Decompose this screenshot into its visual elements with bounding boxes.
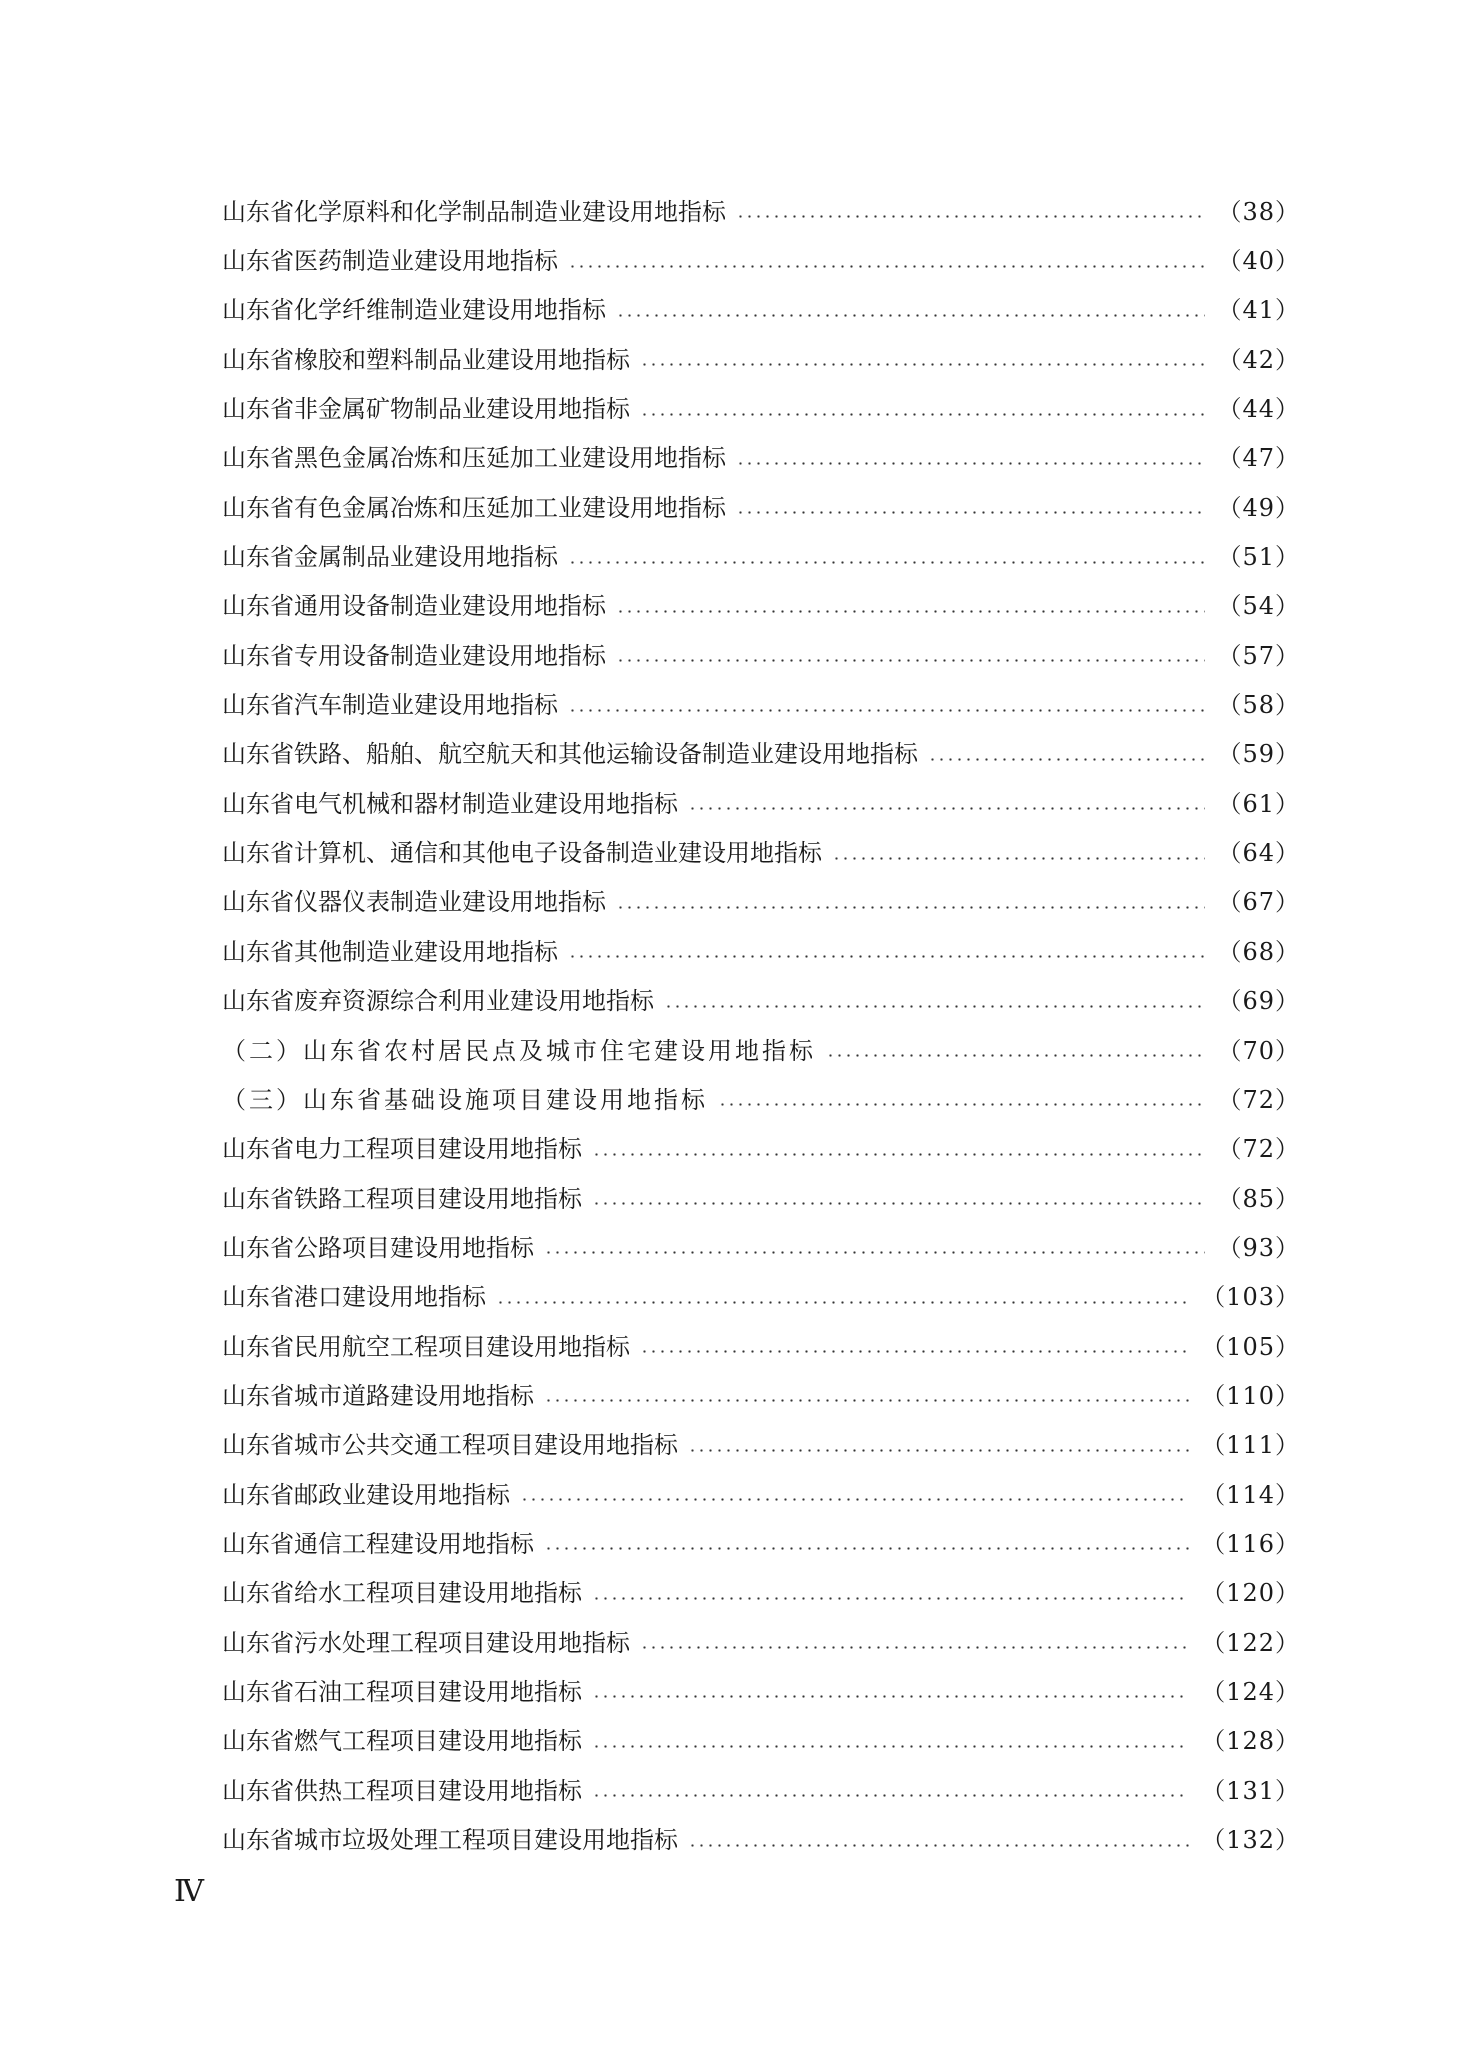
toc-entry-page: （44）: [1217, 395, 1300, 424]
toc-entry-page: （47）: [1217, 444, 1300, 473]
toc-entry[interactable]: [222, 582, 1300, 631]
toc-leader-dots: [616, 314, 1205, 317]
toc-entry-title: 山东省有色金属冶炼和压延加工业建设用地指标: [222, 493, 726, 522]
toc-leader-dots: [496, 1301, 1189, 1304]
toc-entry[interactable]: [222, 1174, 1300, 1223]
toc-leader-dots: [616, 906, 1205, 909]
toc-entry-page: （105）: [1201, 1332, 1300, 1361]
toc-leader-dots: [832, 857, 1205, 860]
toc-entry[interactable]: [222, 1618, 1300, 1667]
toc-entry-title: 山东省废弃资源综合利用业建设用地指标: [222, 987, 654, 1016]
toc-entry[interactable]: [222, 779, 1300, 828]
toc-entry-page: （131）: [1201, 1776, 1300, 1805]
toc-entry-page: （122）: [1201, 1628, 1300, 1657]
toc-entry-page: （128）: [1201, 1727, 1300, 1756]
toc-leader-dots: [640, 363, 1205, 366]
toc-entry[interactable]: [222, 1322, 1300, 1371]
toc-entry-page: （132）: [1201, 1826, 1300, 1855]
toc-entry[interactable]: [222, 532, 1300, 581]
toc-leader-dots: [928, 758, 1205, 761]
toc-entry-page: （38）: [1217, 197, 1300, 226]
toc-entry-title: 山东省供热工程项目建设用地指标: [222, 1776, 582, 1805]
toc-entry-title: 山东省公路项目建设用地指标: [222, 1233, 534, 1262]
toc-entry-page: （59）: [1217, 740, 1300, 769]
toc-entry-title: 山东省橡胶和塑料制品业建设用地指标: [222, 345, 630, 374]
toc-entry-title: 山东省电气机械和器材制造业建设用地指标: [222, 789, 678, 818]
toc-entry[interactable]: [222, 1273, 1300, 1322]
toc-entry[interactable]: [222, 1717, 1300, 1766]
toc-entry-title: 山东省其他制造业建设用地指标: [222, 937, 558, 966]
toc-leader-dots: [568, 955, 1205, 958]
toc-entry[interactable]: [222, 483, 1300, 532]
toc-leader-dots: [616, 659, 1205, 662]
toc-entry-title: 山东省污水处理工程项目建设用地指标: [222, 1628, 630, 1657]
toc-leader-dots: [688, 1844, 1189, 1847]
toc-leader-dots: [688, 807, 1205, 810]
toc-entry[interactable]: [222, 730, 1300, 779]
toc-entry[interactable]: [222, 187, 1300, 236]
toc-entry[interactable]: [222, 1371, 1300, 1420]
toc-leader-dots: [592, 1153, 1205, 1156]
toc-entry[interactable]: [222, 236, 1300, 285]
toc-entry-page: （68）: [1217, 937, 1300, 966]
toc-entry[interactable]: [222, 1125, 1300, 1174]
toc-entry-page: （70）: [1217, 1036, 1300, 1065]
toc-entry-page: （58）: [1217, 691, 1300, 720]
toc-entry-page: （114）: [1201, 1480, 1300, 1509]
toc-entry[interactable]: [222, 434, 1300, 483]
toc-entry[interactable]: [222, 1766, 1300, 1815]
toc-entry-title: 山东省化学纤维制造业建设用地指标: [222, 296, 606, 325]
toc-leader-dots: [592, 1597, 1189, 1600]
toc-entry-title: 山东省给水工程项目建设用地指标: [222, 1579, 582, 1608]
toc-entry[interactable]: [222, 1667, 1300, 1716]
toc-entry-page: （120）: [1201, 1579, 1300, 1608]
toc-entry[interactable]: [222, 1815, 1300, 1864]
toc-entry-title: 山东省非金属矿物制品业建设用地指标: [222, 395, 630, 424]
toc-leader-dots: [568, 561, 1205, 564]
toc-entry[interactable]: [222, 1569, 1300, 1618]
toc-leader-dots: [826, 1054, 1205, 1057]
toc-entry-page: （72）: [1217, 1085, 1300, 1114]
toc-entry-title: 山东省通用设备制造业建设用地指标: [222, 592, 606, 621]
toc-entry-title: 山东省铁路、船舶、航空航天和其他运输设备制造业建设用地指标: [222, 740, 918, 769]
toc-leader-dots: [568, 709, 1205, 712]
toc-entry-title: 山东省城市公共交通工程项目建设用地指标: [222, 1431, 678, 1460]
toc-leader-dots: [520, 1498, 1189, 1501]
toc-entry[interactable]: [222, 631, 1300, 680]
toc-entry-title: 山东省电力工程项目建设用地指标: [222, 1135, 582, 1164]
toc-entry[interactable]: [222, 286, 1300, 335]
toc-entry[interactable]: [222, 1026, 1300, 1075]
toc-entry-title: 山东省通信工程建设用地指标: [222, 1529, 534, 1558]
toc-leader-dots: [592, 1745, 1189, 1748]
toc-entry-title: 山东省专用设备制造业建设用地指标: [222, 641, 606, 670]
toc-entry-title: 山东省城市垃圾处理工程项目建设用地指标: [222, 1826, 678, 1855]
toc-entry-page: （64）: [1217, 839, 1300, 868]
toc-entry-page: （57）: [1217, 641, 1300, 670]
toc-entry-title: （三）山东省基础设施项目建设用地指标: [222, 1085, 708, 1114]
toc-entry-page: （41）: [1217, 296, 1300, 325]
toc-entry[interactable]: [222, 1223, 1300, 1272]
toc-entry-title: 山东省邮政业建设用地指标: [222, 1480, 510, 1509]
toc-leader-dots: [640, 413, 1205, 416]
toc-entry[interactable]: [222, 828, 1300, 877]
toc-leader-dots: [640, 1350, 1189, 1353]
toc-leader-dots: [592, 1202, 1205, 1205]
toc-entry-page: （110）: [1201, 1381, 1300, 1410]
toc-entry-page: （124）: [1201, 1677, 1300, 1706]
toc-entry-page: （116）: [1201, 1529, 1300, 1558]
toc-entry[interactable]: [222, 977, 1300, 1026]
toc-entry[interactable]: [222, 1519, 1300, 1568]
toc-leader-dots: [544, 1251, 1205, 1254]
toc-entry-title: （二）山东省农村居民点及城市住宅建设用地指标: [222, 1036, 816, 1065]
toc-leader-dots: [544, 1399, 1189, 1402]
toc-entry-page: （54）: [1217, 592, 1300, 621]
toc-entry-title: 山东省城市道路建设用地指标: [222, 1381, 534, 1410]
toc-entry[interactable]: [222, 680, 1300, 729]
toc-entry-page: （40）: [1217, 247, 1300, 276]
toc-entry[interactable]: [222, 1470, 1300, 1519]
toc-entry[interactable]: [222, 878, 1300, 927]
toc-entry-title: 山东省燃气工程项目建设用地指标: [222, 1727, 582, 1756]
toc-leader-dots: [736, 215, 1205, 218]
toc-entry-page: （51）: [1217, 543, 1300, 572]
toc-entry-page: （72）: [1217, 1135, 1300, 1164]
toc-entry[interactable]: [222, 335, 1300, 384]
toc-entry-title: 山东省化学原料和化学制品制造业建设用地指标: [222, 197, 726, 226]
toc-entry-page: （93）: [1217, 1233, 1300, 1262]
toc-entry-title: 山东省铁路工程项目建设用地指标: [222, 1184, 582, 1213]
toc-entry-title: 山东省汽车制造业建设用地指标: [222, 691, 558, 720]
toc-entry-page: （61）: [1217, 789, 1300, 818]
toc-entry-title: 山东省黑色金属冶炼和压延加工业建设用地指标: [222, 444, 726, 473]
toc-entry-page: （103）: [1201, 1283, 1300, 1312]
toc-entry[interactable]: [222, 927, 1300, 976]
toc-entry-title: 山东省仪器仪表制造业建设用地指标: [222, 888, 606, 917]
toc-entry-title: 山东省石油工程项目建设用地指标: [222, 1677, 582, 1706]
toc-entry-title: 山东省民用航空工程项目建设用地指标: [222, 1332, 630, 1361]
toc-leader-dots: [592, 1794, 1189, 1797]
toc-entry[interactable]: [222, 384, 1300, 433]
toc-leader-dots: [616, 610, 1205, 613]
toc-entry-page: （85）: [1217, 1184, 1300, 1213]
toc-entry-page: （111）: [1201, 1431, 1300, 1460]
toc-leader-dots: [718, 1103, 1205, 1106]
toc-entry-page: （69）: [1217, 987, 1300, 1016]
toc-leader-dots: [544, 1547, 1189, 1550]
toc-leader-dots: [688, 1449, 1189, 1452]
toc-entry-page: （49）: [1217, 493, 1300, 522]
page-number: Ⅳ: [174, 1875, 203, 1908]
toc-leader-dots: [592, 1695, 1189, 1698]
toc-entry-title: 山东省计算机、通信和其他电子设备制造业建设用地指标: [222, 839, 822, 868]
toc-entry-page: （67）: [1217, 888, 1300, 917]
toc-entry-title: 山东省港口建设用地指标: [222, 1283, 486, 1312]
toc-entry-title: 山东省医药制造业建设用地指标: [222, 247, 558, 276]
toc-leader-dots: [640, 1646, 1189, 1649]
table-of-contents: [222, 187, 1300, 1865]
toc-entry-title: 山东省金属制品业建设用地指标: [222, 543, 558, 572]
toc-leader-dots: [736, 462, 1205, 465]
toc-leader-dots: [568, 265, 1205, 268]
toc-leader-dots: [664, 1005, 1205, 1008]
toc-entry-page: （42）: [1217, 345, 1300, 374]
toc-entry[interactable]: [222, 1421, 1300, 1470]
toc-entry[interactable]: [222, 1075, 1300, 1124]
toc-leader-dots: [736, 511, 1205, 514]
